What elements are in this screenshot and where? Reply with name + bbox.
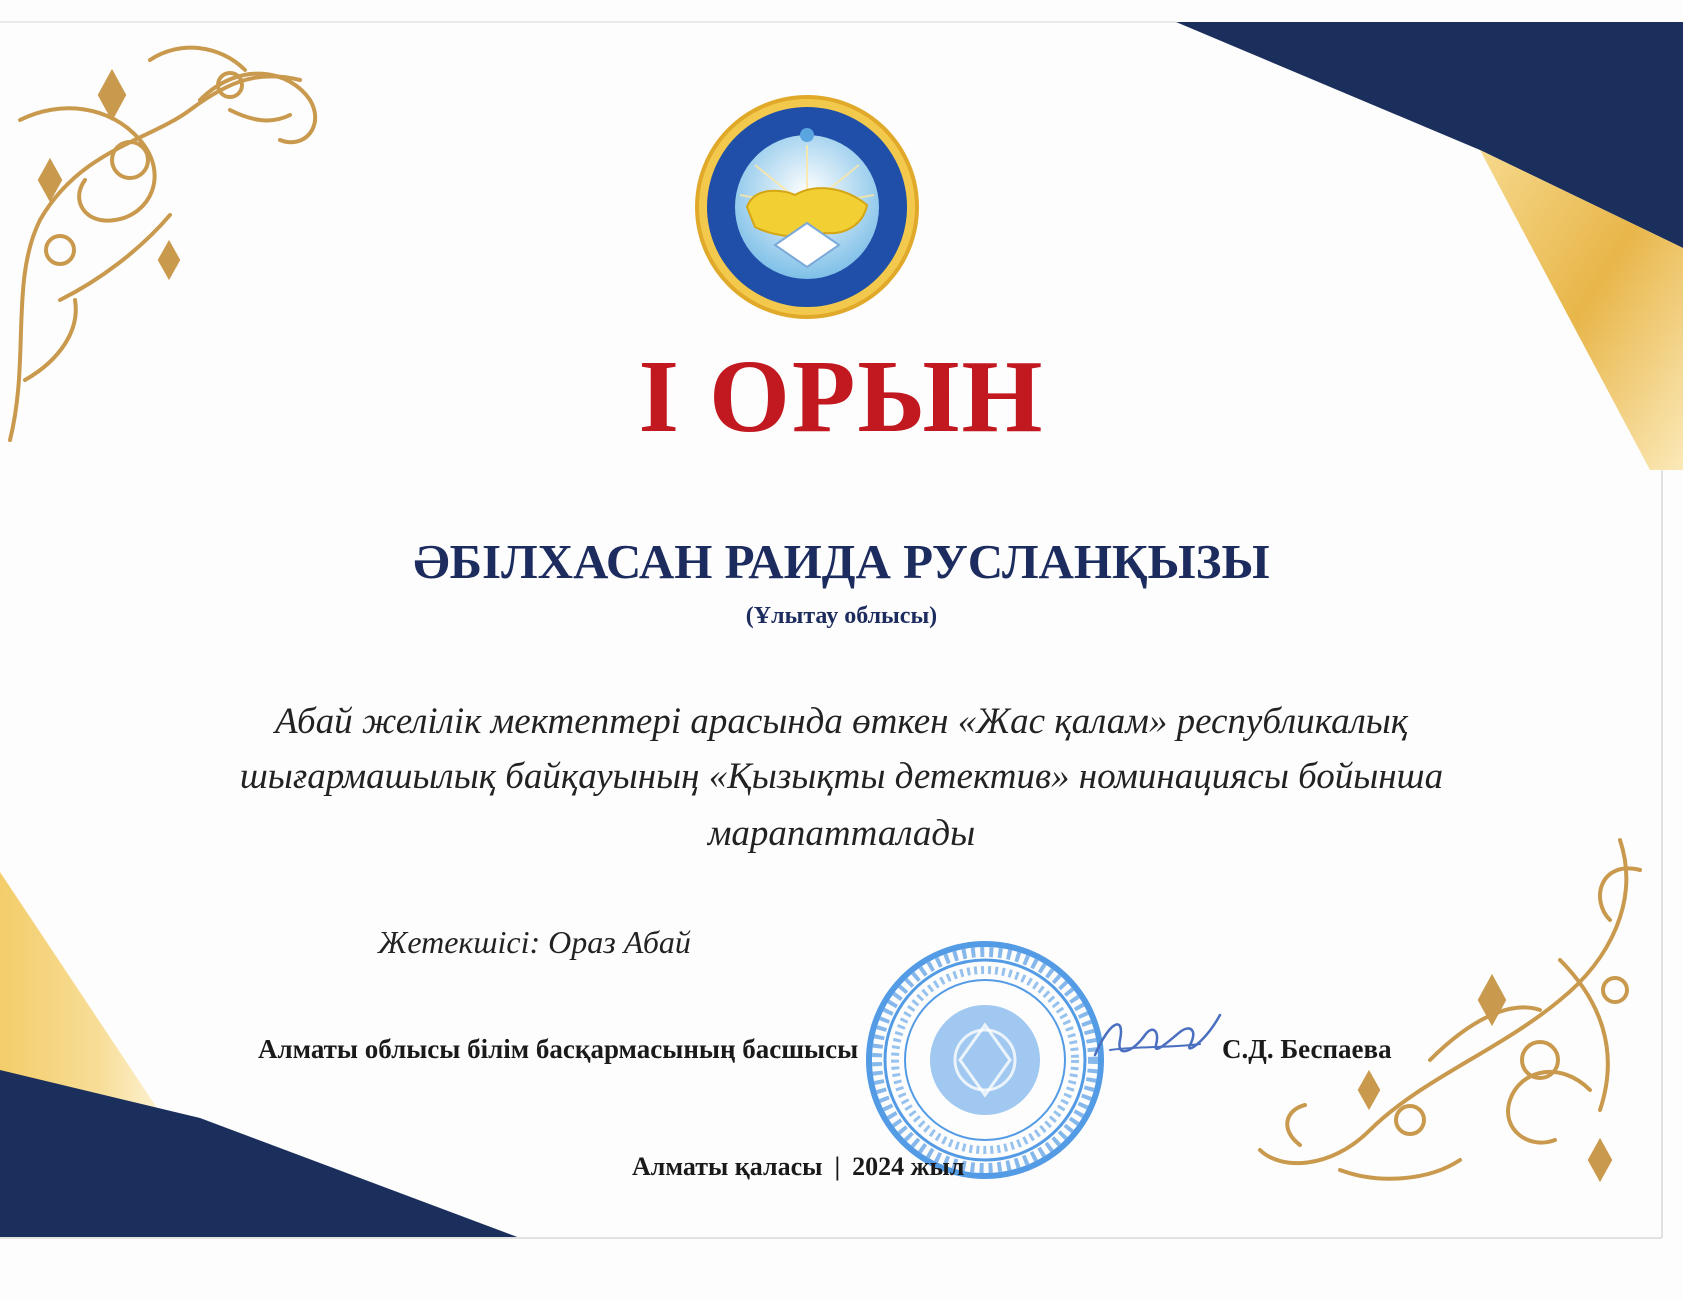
issue-place-and-year xyxy=(632,1154,964,1180)
award-description-line-1: Абай желілік мектептері арасында өткен «Жас қалам» республикалық xyxy=(274,701,1409,742)
supervisor-line: Жетекшісі: Ораз Абай xyxy=(378,924,691,960)
footer-separator: | xyxy=(834,1152,841,1181)
award-description-line-3: марапатталады xyxy=(707,813,976,854)
official-title: Алматы облысы білім басқармасының басшысы xyxy=(258,1034,859,1064)
recipient-region: (Ұлытау облысы) xyxy=(745,603,938,629)
official-stamp xyxy=(865,940,1105,1180)
bottom-right-ornament xyxy=(1260,840,1640,1179)
education-department-emblem xyxy=(695,95,920,320)
place-title: І ОРЫН xyxy=(638,339,1045,454)
recipient-name: ӘБІЛХАСАН РАИДА РУСЛАНҚЫЗЫ xyxy=(413,534,1270,589)
issue-city: Алматы қаласы xyxy=(632,1152,823,1181)
award-description-line-2: шығармашылық байқауының «Қызықты детектив» номинациясы бойынша xyxy=(239,756,1444,797)
official-signature xyxy=(1090,1000,1225,1080)
issue-year: 2024 жыл xyxy=(852,1152,965,1181)
official-name: С.Д. Беспаева xyxy=(1222,1034,1392,1064)
